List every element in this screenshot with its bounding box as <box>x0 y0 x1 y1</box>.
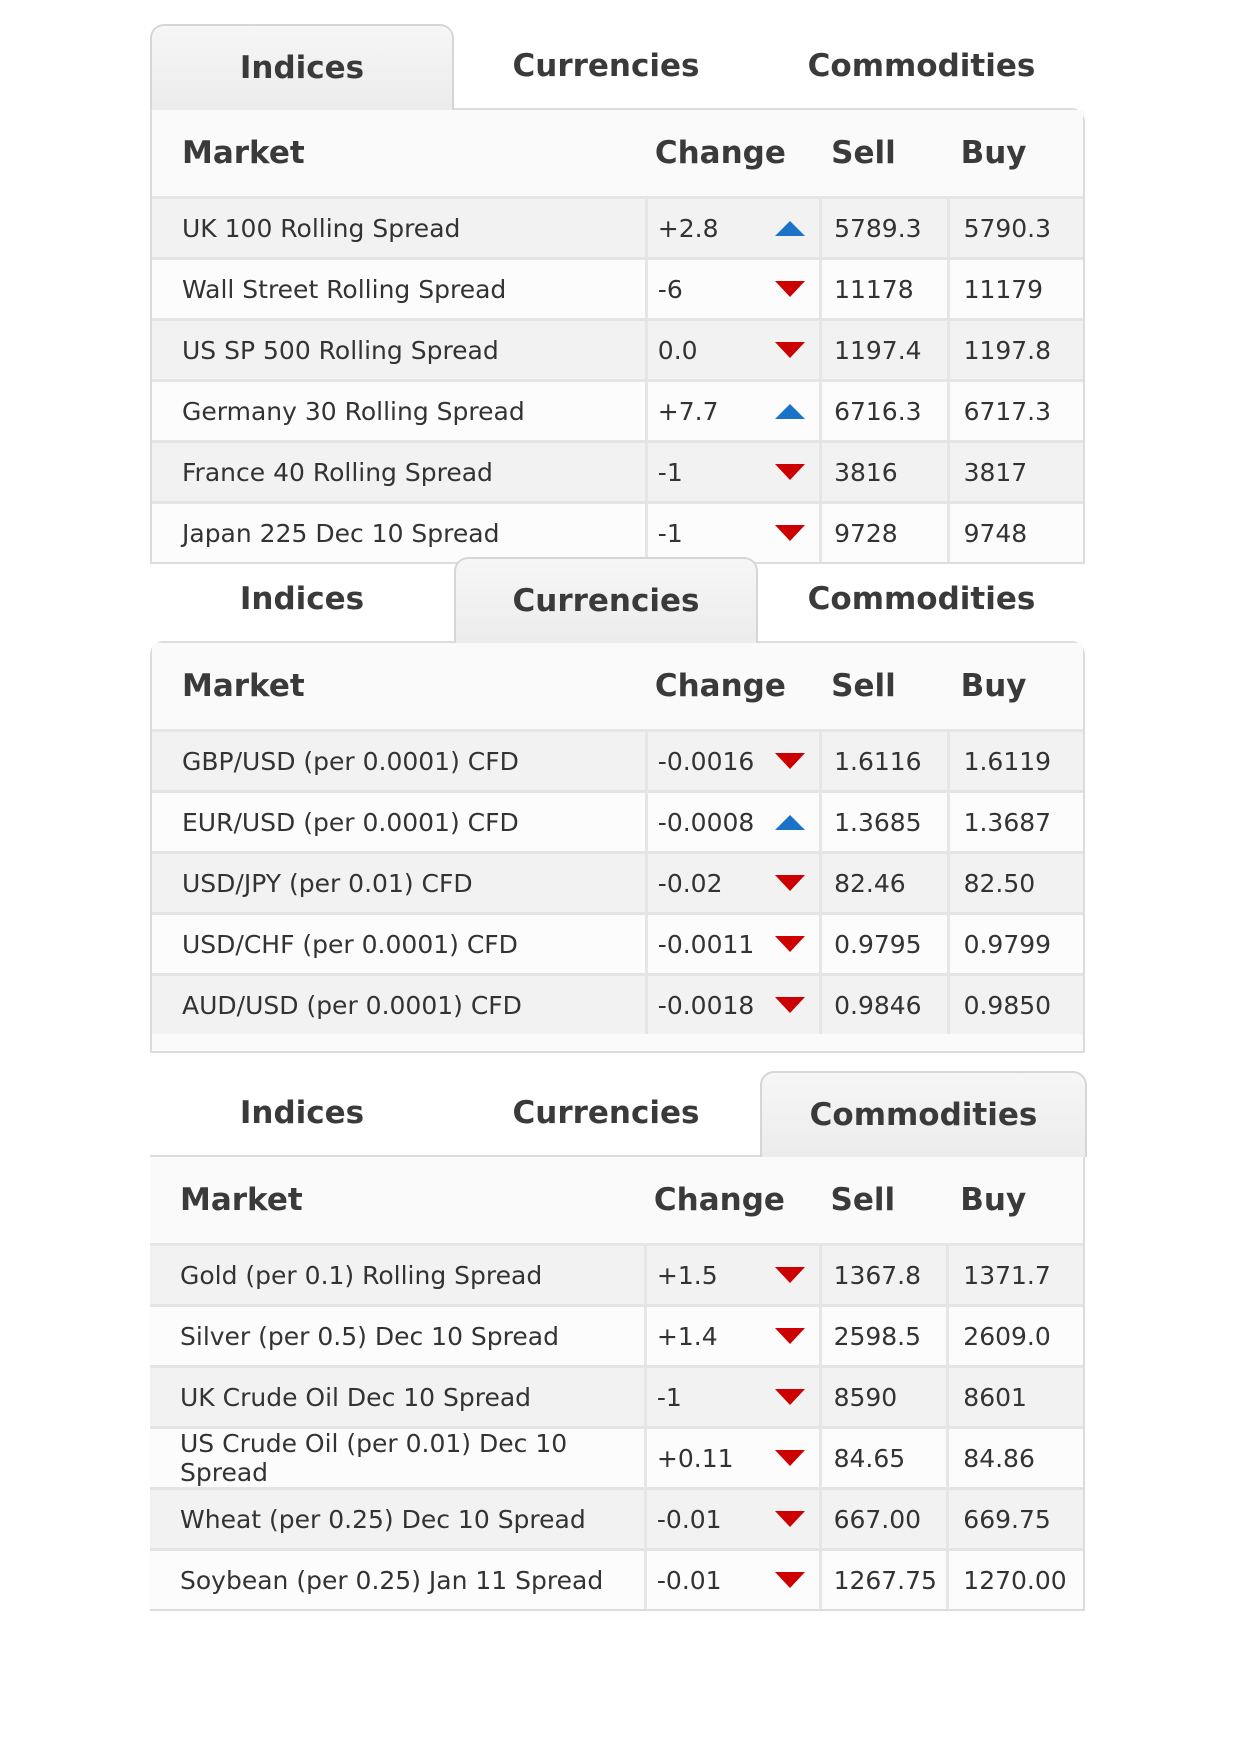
change-value: 0.0 <box>657 335 698 365</box>
buy-price[interactable]: 11179 <box>947 260 1083 318</box>
change-cell <box>645 443 819 501</box>
market-name[interactable]: USD/JPY (per 0.01) CFD <box>182 868 473 898</box>
arrow-up-icon <box>775 815 805 830</box>
change-cell <box>644 1307 819 1365</box>
sell-price[interactable]: 82.46 <box>819 854 946 912</box>
tab-bar <box>150 557 1085 641</box>
market-name[interactable]: France 40 Rolling Spread <box>182 457 493 487</box>
market-name[interactable]: Gold (per 0.1) Rolling Spread <box>180 1260 543 1290</box>
sell-price[interactable]: 6716.3 <box>819 382 946 440</box>
arrow-up-icon <box>775 221 805 236</box>
change-cell <box>645 199 819 257</box>
tab-currencies[interactable]: Currencies <box>512 48 700 84</box>
header-market: Market <box>182 668 305 704</box>
header-change-label: Change <box>654 668 786 704</box>
change-value: -6 <box>657 274 683 304</box>
tab-bar <box>150 24 1085 108</box>
arrow-down-icon <box>775 1572 805 1588</box>
tab-indices[interactable]: Indices <box>239 1095 365 1131</box>
change-value: +7.7 <box>657 396 719 426</box>
table-row[interactable] <box>150 1307 1083 1368</box>
buy-price[interactable]: 1.3687 <box>947 793 1083 851</box>
arrow-up-icon <box>775 404 805 419</box>
change-value: +2.8 <box>657 213 719 243</box>
sell-price[interactable]: 1197.4 <box>819 321 946 379</box>
table-body <box>150 1246 1083 1609</box>
table-header <box>152 643 1083 732</box>
market-name[interactable]: AUD/USD (per 0.0001) CFD <box>182 990 522 1020</box>
arrow-down-icon <box>775 1450 805 1466</box>
market-name[interactable]: EUR/USD (per 0.0001) CFD <box>182 807 519 837</box>
change-cell <box>644 1368 819 1426</box>
table-header <box>152 110 1083 199</box>
buy-price[interactable]: 1.6119 <box>947 732 1083 790</box>
sell-price[interactable]: 2598.5 <box>819 1307 947 1365</box>
tab-commodities[interactable]: Commodities <box>807 48 1036 84</box>
table-row[interactable] <box>150 1490 1083 1551</box>
change-value: +1.4 <box>656 1321 718 1351</box>
commodities-widget <box>150 1071 1085 1611</box>
header-sell: Sell <box>831 668 896 704</box>
market-table <box>150 1155 1085 1611</box>
change-cell <box>644 1246 819 1304</box>
tab-bar <box>150 1071 1085 1155</box>
table-row[interactable] <box>152 793 1083 854</box>
market-name[interactable]: Germany 30 Rolling Spread <box>182 396 525 426</box>
arrow-down-icon <box>775 342 805 358</box>
sell-price[interactable]: 1.6116 <box>819 732 946 790</box>
arrow-down-icon <box>775 1511 805 1527</box>
arrow-down-icon <box>775 1328 805 1344</box>
table-row[interactable] <box>152 199 1083 260</box>
change-cell <box>644 1490 819 1548</box>
header-change <box>645 135 819 171</box>
change-cell <box>645 732 819 790</box>
header-sell: Sell <box>830 1182 896 1218</box>
market-name[interactable]: USD/CHF (per 0.0001) CFD <box>182 929 518 959</box>
tab-indices[interactable]: Indices <box>239 581 365 617</box>
market-name[interactable]: Wall Street Rolling Spread <box>182 274 507 304</box>
buy-price[interactable]: 0.9850 <box>947 976 1083 1034</box>
change-cell <box>645 321 819 379</box>
table-row[interactable] <box>152 732 1083 793</box>
change-value: -0.0008 <box>657 807 755 837</box>
table-row[interactable] <box>152 321 1083 382</box>
sell-price[interactable]: 1267.75 <box>819 1551 947 1609</box>
change-value: -0.0016 <box>657 746 755 776</box>
arrow-down-icon <box>775 281 805 297</box>
sell-price[interactable]: 1.3685 <box>819 793 946 851</box>
header-buy: Buy <box>960 1182 1027 1218</box>
change-cell <box>645 915 819 973</box>
sell-price[interactable]: 1367.8 <box>819 1246 947 1304</box>
change-value: +1.5 <box>656 1260 718 1290</box>
arrow-down-icon <box>775 525 805 541</box>
header-change <box>644 1182 819 1218</box>
table-row[interactable] <box>152 854 1083 915</box>
header-change-label: Change <box>654 135 786 171</box>
table-row[interactable] <box>152 260 1083 321</box>
tab-indices[interactable]: Indices <box>150 24 454 110</box>
currencies-widget <box>150 557 1085 1053</box>
table-row[interactable] <box>152 976 1083 1034</box>
buy-price[interactable]: 1371.7 <box>946 1246 1083 1304</box>
header-buy: Buy <box>960 135 1027 171</box>
table-header <box>150 1157 1083 1246</box>
table-row[interactable] <box>150 1429 1083 1490</box>
change-cell <box>645 504 819 562</box>
indices-widget <box>150 24 1085 564</box>
table-row[interactable] <box>150 1368 1083 1429</box>
tab-commodities[interactable]: Commodities <box>807 581 1036 617</box>
buy-price[interactable]: 3817 <box>947 443 1083 501</box>
tab-currencies[interactable]: Currencies <box>512 1095 700 1131</box>
buy-price[interactable]: 1197.8 <box>947 321 1083 379</box>
change-value: -1 <box>656 1382 682 1412</box>
change-cell <box>645 793 819 851</box>
buy-price[interactable]: 9748 <box>947 504 1083 562</box>
market-name[interactable]: Silver (per 0.5) Dec 10 Spread <box>180 1321 559 1351</box>
market-table <box>150 108 1085 564</box>
table-row[interactable] <box>150 1246 1083 1307</box>
change-value: +0.11 <box>656 1443 734 1473</box>
header-change <box>645 668 819 704</box>
table-body <box>152 732 1083 1034</box>
header-buy: Buy <box>960 668 1027 704</box>
change-cell <box>645 976 819 1034</box>
arrow-down-icon <box>775 753 805 769</box>
market-name[interactable]: Soybean (per 0.25) Jan 11 Spread <box>180 1565 604 1595</box>
change-cell <box>645 382 819 440</box>
table-body <box>152 199 1083 562</box>
buy-price[interactable]: 669.75 <box>946 1490 1083 1548</box>
table-row[interactable] <box>152 443 1083 504</box>
buy-price[interactable]: 2609.0 <box>946 1307 1083 1365</box>
change-value: -1 <box>657 518 683 548</box>
buy-price[interactable]: 5790.3 <box>947 199 1083 257</box>
change-value: -1 <box>657 457 683 487</box>
arrow-down-icon <box>775 936 805 952</box>
table-row[interactable] <box>150 1551 1083 1609</box>
change-value: -0.01 <box>656 1565 722 1595</box>
change-value: -0.01 <box>656 1504 722 1534</box>
buy-price[interactable]: 82.50 <box>947 854 1083 912</box>
sell-price[interactable]: 5789.3 <box>819 199 946 257</box>
sell-price[interactable]: 0.9846 <box>819 976 946 1034</box>
sell-price[interactable]: 3816 <box>819 443 946 501</box>
arrow-down-icon <box>775 464 805 480</box>
buy-price[interactable]: 0.9799 <box>947 915 1083 973</box>
tab-currencies[interactable]: Currencies <box>454 557 758 643</box>
market-name[interactable]: US Crude Oil (per 0.01) Dec 10 Spread <box>180 1429 568 1487</box>
market-name[interactable]: UK 100 Rolling Spread <box>182 213 461 243</box>
market-table <box>150 641 1085 1053</box>
market-name[interactable]: Japan 225 Dec 10 Spread <box>182 518 500 548</box>
change-value: -0.0011 <box>657 929 755 959</box>
table-row[interactable] <box>152 915 1083 976</box>
buy-price[interactable]: 1270.00 <box>946 1551 1083 1609</box>
sell-price[interactable]: 11178 <box>819 260 946 318</box>
sell-price[interactable]: 84.65 <box>819 1429 947 1487</box>
sell-price[interactable]: 9728 <box>819 504 946 562</box>
header-sell: Sell <box>831 135 896 171</box>
buy-price[interactable]: 6717.3 <box>947 382 1083 440</box>
arrow-down-icon <box>775 997 805 1013</box>
header-change-label: Change <box>653 1182 785 1218</box>
market-name[interactable]: US SP 500 Rolling Spread <box>182 335 499 365</box>
table-row[interactable] <box>152 382 1083 443</box>
arrow-down-icon <box>775 1267 805 1283</box>
header-market: Market <box>182 135 305 171</box>
change-cell <box>645 854 819 912</box>
change-cell <box>644 1551 819 1609</box>
buy-price[interactable]: 8601 <box>946 1368 1083 1426</box>
buy-price[interactable]: 84.86 <box>946 1429 1083 1487</box>
change-cell <box>644 1429 819 1487</box>
change-cell <box>645 260 819 318</box>
change-value: -0.02 <box>657 868 723 898</box>
sell-price[interactable]: 8590 <box>819 1368 947 1426</box>
market-name[interactable]: Wheat (per 0.25) Dec 10 Spread <box>180 1504 586 1534</box>
sell-price[interactable]: 667.00 <box>819 1490 947 1548</box>
change-value: -0.0018 <box>657 990 755 1020</box>
arrow-down-icon <box>775 1389 805 1405</box>
table-row[interactable] <box>152 504 1083 562</box>
sell-price[interactable]: 0.9795 <box>819 915 946 973</box>
market-name[interactable]: UK Crude Oil Dec 10 Spread <box>180 1382 532 1412</box>
arrow-down-icon <box>775 875 805 891</box>
market-name[interactable]: GBP/USD (per 0.0001) CFD <box>182 746 519 776</box>
header-market: Market <box>180 1182 303 1218</box>
tab-commodities[interactable]: Commodities <box>760 1071 1087 1157</box>
